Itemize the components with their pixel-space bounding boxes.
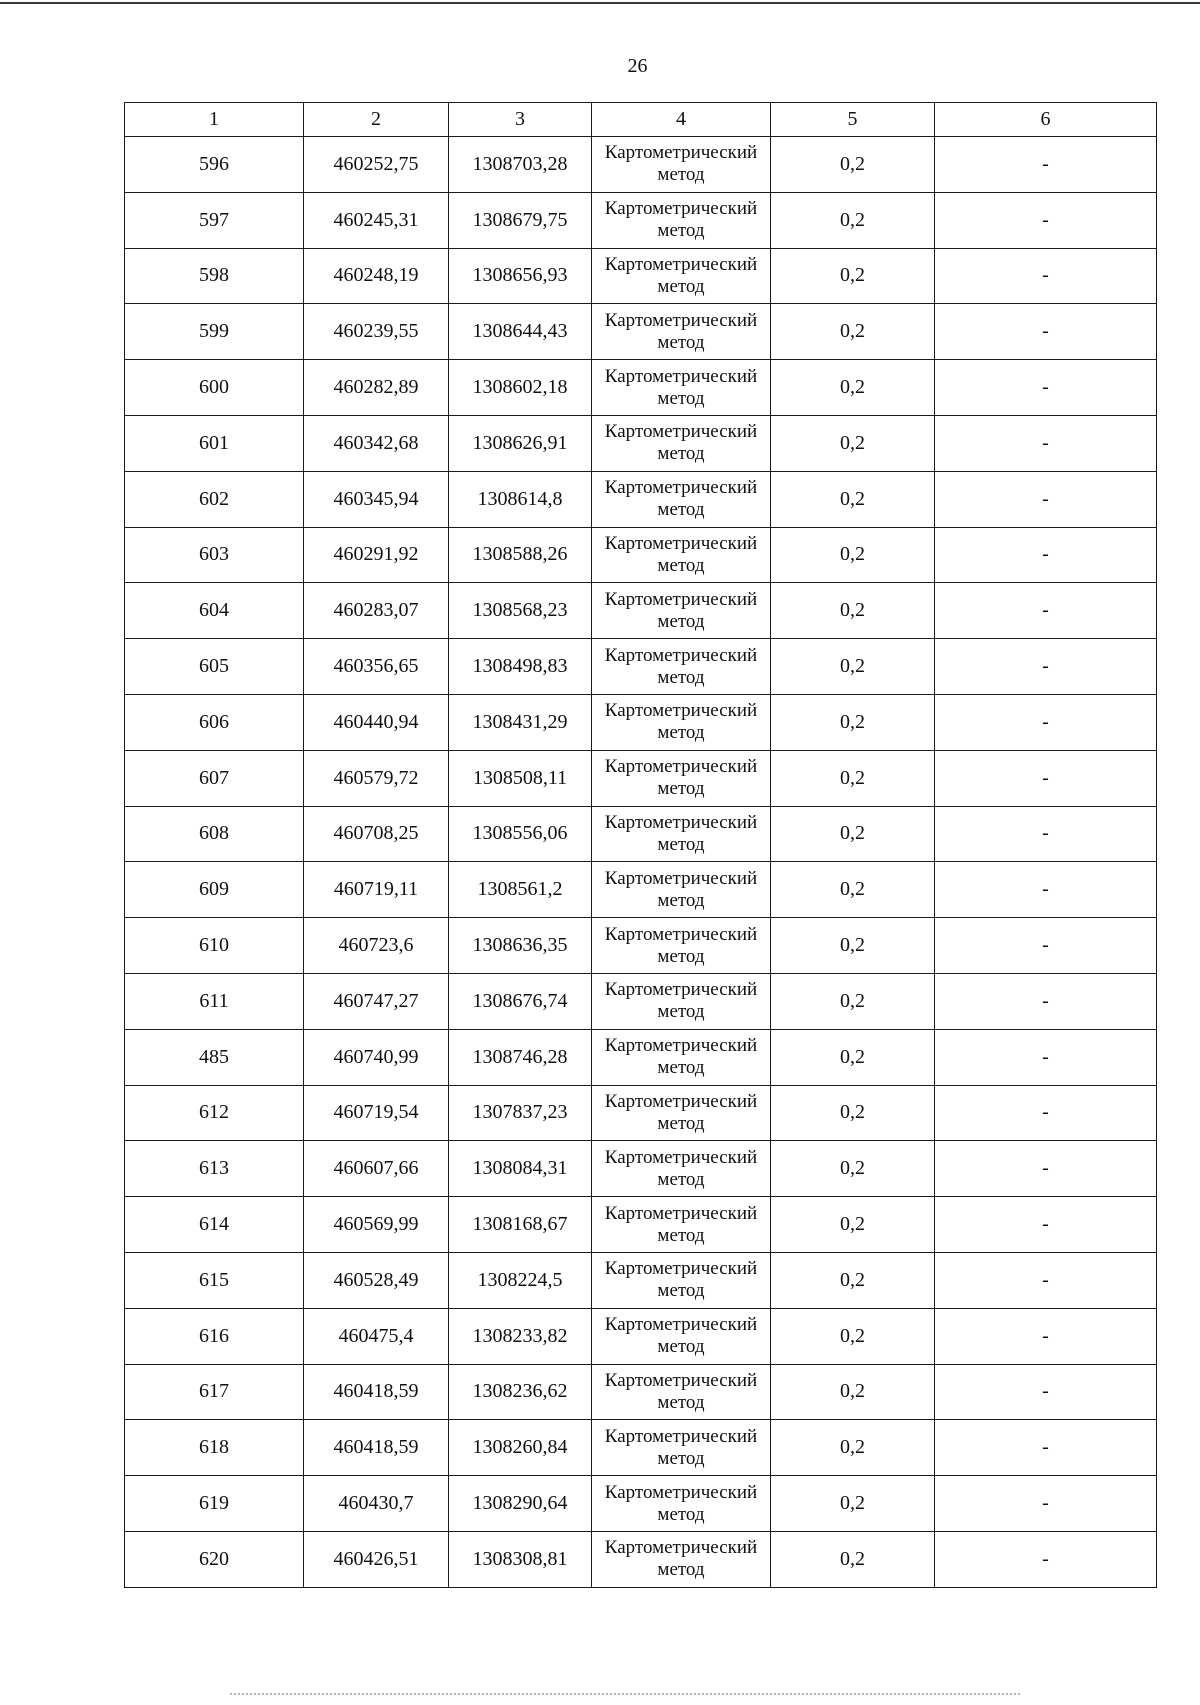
accuracy-cell: 0,2 bbox=[771, 415, 935, 471]
note-cell: - bbox=[935, 1364, 1157, 1420]
table-row bbox=[125, 639, 1157, 695]
accuracy-cell: 0,2 bbox=[771, 192, 935, 248]
method-text: Картометрический bbox=[604, 1481, 758, 1503]
method-text: метод bbox=[657, 1503, 705, 1525]
header-row bbox=[125, 103, 1157, 137]
method-text: метод bbox=[657, 610, 705, 632]
method-text: метод bbox=[657, 945, 705, 967]
note-cell: - bbox=[935, 1197, 1157, 1253]
y-coordinate-cell: 1308308,81 bbox=[449, 1531, 592, 1587]
y-coordinate-cell: 1308084,31 bbox=[449, 1141, 592, 1197]
point-number-cell: 598 bbox=[125, 248, 304, 304]
column-header-3: 3 bbox=[449, 103, 592, 137]
accuracy-cell: 0,2 bbox=[771, 639, 935, 695]
method-cell bbox=[592, 304, 771, 360]
method-text: Картометрический bbox=[604, 979, 758, 1001]
method-text: метод bbox=[657, 1447, 705, 1469]
column-header-4: 4 bbox=[592, 103, 771, 137]
accuracy-cell: 0,2 bbox=[771, 304, 935, 360]
method-cell bbox=[592, 639, 771, 695]
x-coordinate-cell: 460719,11 bbox=[304, 862, 449, 918]
table-row bbox=[125, 415, 1157, 471]
note-cell: - bbox=[935, 1531, 1157, 1587]
method-text: метод bbox=[657, 443, 705, 465]
method-text: метод bbox=[657, 164, 705, 186]
y-coordinate-cell: 1308626,91 bbox=[449, 415, 592, 471]
table-row bbox=[125, 694, 1157, 750]
note-cell: - bbox=[935, 862, 1157, 918]
method-cell bbox=[592, 1141, 771, 1197]
table-row bbox=[125, 304, 1157, 360]
method-text: Картометрический bbox=[604, 532, 758, 554]
point-number-cell: 607 bbox=[125, 750, 304, 806]
x-coordinate-cell: 460569,99 bbox=[304, 1197, 449, 1253]
method-text: Картометрический bbox=[604, 1314, 758, 1336]
method-text: метод bbox=[657, 554, 705, 576]
y-coordinate-cell: 1308290,64 bbox=[449, 1476, 592, 1532]
method-cell bbox=[592, 1029, 771, 1085]
table-row bbox=[125, 192, 1157, 248]
table-row bbox=[125, 1420, 1157, 1476]
method-cell bbox=[592, 1476, 771, 1532]
x-coordinate-cell: 460245,31 bbox=[304, 192, 449, 248]
method-text: метод bbox=[657, 889, 705, 911]
y-coordinate-cell: 1308636,35 bbox=[449, 918, 592, 974]
accuracy-cell: 0,2 bbox=[771, 918, 935, 974]
point-number-cell: 620 bbox=[125, 1531, 304, 1587]
point-number-cell: 600 bbox=[125, 360, 304, 416]
point-number-cell: 606 bbox=[125, 694, 304, 750]
method-text: метод bbox=[657, 1001, 705, 1023]
x-coordinate-cell: 460252,75 bbox=[304, 137, 449, 193]
accuracy-cell: 0,2 bbox=[771, 1420, 935, 1476]
method-cell bbox=[592, 918, 771, 974]
note-cell: - bbox=[935, 1085, 1157, 1141]
note-cell: - bbox=[935, 973, 1157, 1029]
point-number-cell: 605 bbox=[125, 639, 304, 695]
method-text: метод bbox=[657, 1168, 705, 1190]
table-row bbox=[125, 1197, 1157, 1253]
x-coordinate-cell: 460723,6 bbox=[304, 918, 449, 974]
x-coordinate-cell: 460418,59 bbox=[304, 1420, 449, 1476]
method-text: метод bbox=[657, 1280, 705, 1302]
method-text: метод bbox=[657, 666, 705, 688]
y-coordinate-cell: 1308233,82 bbox=[449, 1308, 592, 1364]
note-cell: - bbox=[935, 806, 1157, 862]
y-coordinate-cell: 1308746,28 bbox=[449, 1029, 592, 1085]
x-coordinate-cell: 460418,59 bbox=[304, 1364, 449, 1420]
point-number-cell: 604 bbox=[125, 583, 304, 639]
note-cell: - bbox=[935, 1252, 1157, 1308]
note-cell: - bbox=[935, 1029, 1157, 1085]
method-text: Картометрический bbox=[604, 309, 758, 331]
method-cell bbox=[592, 750, 771, 806]
accuracy-cell: 0,2 bbox=[771, 1085, 935, 1141]
x-coordinate-cell: 460440,94 bbox=[304, 694, 449, 750]
note-cell: - bbox=[935, 527, 1157, 583]
method-text: Картометрический bbox=[604, 923, 758, 945]
table-row bbox=[125, 918, 1157, 974]
x-coordinate-cell: 460579,72 bbox=[304, 750, 449, 806]
method-text: Картометрический bbox=[604, 1202, 758, 1224]
x-coordinate-cell: 460528,49 bbox=[304, 1252, 449, 1308]
x-coordinate-cell: 460430,7 bbox=[304, 1476, 449, 1532]
method-text: Картометрический bbox=[604, 1425, 758, 1447]
method-text: метод bbox=[657, 1057, 705, 1079]
accuracy-cell: 0,2 bbox=[771, 973, 935, 1029]
accuracy-cell: 0,2 bbox=[771, 1476, 935, 1532]
method-text: Картометрический bbox=[604, 1369, 758, 1391]
y-coordinate-cell: 1308679,75 bbox=[449, 192, 592, 248]
table-row bbox=[125, 1141, 1157, 1197]
method-text: метод bbox=[657, 331, 705, 353]
point-number-cell: 603 bbox=[125, 527, 304, 583]
point-number-cell: 611 bbox=[125, 973, 304, 1029]
accuracy-cell: 0,2 bbox=[771, 583, 935, 639]
point-number-cell: 614 bbox=[125, 1197, 304, 1253]
point-number-cell: 602 bbox=[125, 471, 304, 527]
y-coordinate-cell: 1308431,29 bbox=[449, 694, 592, 750]
column-header-2: 2 bbox=[304, 103, 449, 137]
table-row bbox=[125, 471, 1157, 527]
method-text: метод bbox=[657, 722, 705, 744]
method-cell bbox=[592, 1085, 771, 1141]
point-number-cell: 596 bbox=[125, 137, 304, 193]
point-number-cell: 612 bbox=[125, 1085, 304, 1141]
method-text: Картометрический bbox=[604, 1090, 758, 1112]
accuracy-cell: 0,2 bbox=[771, 1252, 935, 1308]
y-coordinate-cell: 1308644,43 bbox=[449, 304, 592, 360]
method-cell bbox=[592, 1531, 771, 1587]
accuracy-cell: 0,2 bbox=[771, 1029, 935, 1085]
note-cell: - bbox=[935, 750, 1157, 806]
method-cell bbox=[592, 1197, 771, 1253]
y-coordinate-cell: 1308588,26 bbox=[449, 527, 592, 583]
table-row bbox=[125, 527, 1157, 583]
method-text: Картометрический bbox=[604, 811, 758, 833]
note-cell: - bbox=[935, 248, 1157, 304]
y-coordinate-cell: 1308260,84 bbox=[449, 1420, 592, 1476]
point-number-cell: 599 bbox=[125, 304, 304, 360]
table-row bbox=[125, 1531, 1157, 1587]
accuracy-cell: 0,2 bbox=[771, 1141, 935, 1197]
method-text: метод bbox=[657, 1112, 705, 1134]
table-body bbox=[125, 137, 1157, 1588]
method-text: Картометрический bbox=[604, 700, 758, 722]
note-cell: - bbox=[935, 360, 1157, 416]
y-coordinate-cell: 1308703,28 bbox=[449, 137, 592, 193]
method-text: метод bbox=[657, 1224, 705, 1246]
table-row bbox=[125, 360, 1157, 416]
method-text: Картометрический bbox=[604, 142, 758, 164]
x-coordinate-cell: 460475,4 bbox=[304, 1308, 449, 1364]
method-text: метод bbox=[657, 220, 705, 242]
x-coordinate-cell: 460239,55 bbox=[304, 304, 449, 360]
table-row bbox=[125, 862, 1157, 918]
y-coordinate-cell: 1308676,74 bbox=[449, 973, 592, 1029]
method-cell bbox=[592, 1252, 771, 1308]
y-coordinate-cell: 1308508,11 bbox=[449, 750, 592, 806]
accuracy-cell: 0,2 bbox=[771, 1308, 935, 1364]
note-cell: - bbox=[935, 304, 1157, 360]
y-coordinate-cell: 1308568,23 bbox=[449, 583, 592, 639]
accuracy-cell: 0,2 bbox=[771, 360, 935, 416]
note-cell: - bbox=[935, 918, 1157, 974]
column-header-6: 6 bbox=[935, 103, 1157, 137]
table-row bbox=[125, 583, 1157, 639]
point-number-cell: 616 bbox=[125, 1308, 304, 1364]
y-coordinate-cell: 1308556,06 bbox=[449, 806, 592, 862]
x-coordinate-cell: 460740,99 bbox=[304, 1029, 449, 1085]
x-coordinate-cell: 460342,68 bbox=[304, 415, 449, 471]
method-text: Картометрический bbox=[604, 198, 758, 220]
accuracy-cell: 0,2 bbox=[771, 471, 935, 527]
accuracy-cell: 0,2 bbox=[771, 750, 935, 806]
x-coordinate-cell: 460345,94 bbox=[304, 471, 449, 527]
accuracy-cell: 0,2 bbox=[771, 527, 935, 583]
method-text: Картометрический bbox=[604, 477, 758, 499]
method-cell bbox=[592, 360, 771, 416]
method-text: Картометрический bbox=[604, 1146, 758, 1168]
method-text: метод bbox=[657, 499, 705, 521]
method-cell bbox=[592, 137, 771, 193]
x-coordinate-cell: 460747,27 bbox=[304, 973, 449, 1029]
y-coordinate-cell: 1307837,23 bbox=[449, 1085, 592, 1141]
column-header-1: 1 bbox=[125, 103, 304, 137]
point-number-cell: 619 bbox=[125, 1476, 304, 1532]
x-coordinate-cell: 460607,66 bbox=[304, 1141, 449, 1197]
table-row bbox=[125, 806, 1157, 862]
accuracy-cell: 0,2 bbox=[771, 1197, 935, 1253]
method-text: Картометрический bbox=[604, 421, 758, 443]
note-cell: - bbox=[935, 1308, 1157, 1364]
method-text: метод bbox=[657, 275, 705, 297]
point-number-cell: 615 bbox=[125, 1252, 304, 1308]
method-text: Картометрический bbox=[604, 644, 758, 666]
point-number-cell: 617 bbox=[125, 1364, 304, 1420]
y-coordinate-cell: 1308224,5 bbox=[449, 1252, 592, 1308]
note-cell: - bbox=[935, 1420, 1157, 1476]
point-number-cell: 485 bbox=[125, 1029, 304, 1085]
y-coordinate-cell: 1308236,62 bbox=[449, 1364, 592, 1420]
table-row bbox=[125, 1029, 1157, 1085]
point-number-cell: 610 bbox=[125, 918, 304, 974]
table-row bbox=[125, 1364, 1157, 1420]
point-number-cell: 601 bbox=[125, 415, 304, 471]
table-row bbox=[125, 1085, 1157, 1141]
table-row bbox=[125, 137, 1157, 193]
method-cell bbox=[592, 248, 771, 304]
accuracy-cell: 0,2 bbox=[771, 248, 935, 304]
accuracy-cell: 0,2 bbox=[771, 1531, 935, 1587]
method-text: Картометрический bbox=[604, 1258, 758, 1280]
top-border-line bbox=[0, 2, 1200, 4]
x-coordinate-cell: 460356,65 bbox=[304, 639, 449, 695]
table-row bbox=[125, 248, 1157, 304]
method-cell bbox=[592, 694, 771, 750]
note-cell: - bbox=[935, 471, 1157, 527]
note-cell: - bbox=[935, 415, 1157, 471]
note-cell: - bbox=[935, 583, 1157, 639]
table-row bbox=[125, 973, 1157, 1029]
x-coordinate-cell: 460426,51 bbox=[304, 1531, 449, 1587]
method-text: Картометрический bbox=[604, 867, 758, 889]
accuracy-cell: 0,2 bbox=[771, 806, 935, 862]
table-row bbox=[125, 1476, 1157, 1532]
point-number-cell: 618 bbox=[125, 1420, 304, 1476]
method-cell bbox=[592, 415, 771, 471]
note-cell: - bbox=[935, 1141, 1157, 1197]
table-row bbox=[125, 1308, 1157, 1364]
method-text: метод bbox=[657, 833, 705, 855]
method-cell bbox=[592, 806, 771, 862]
table-row bbox=[125, 1252, 1157, 1308]
method-cell bbox=[592, 862, 771, 918]
y-coordinate-cell: 1308602,18 bbox=[449, 360, 592, 416]
x-coordinate-cell: 460283,07 bbox=[304, 583, 449, 639]
method-text: метод bbox=[657, 1391, 705, 1413]
x-coordinate-cell: 460291,92 bbox=[304, 527, 449, 583]
table-row bbox=[125, 750, 1157, 806]
method-text: Картометрический bbox=[604, 253, 758, 275]
method-text: метод bbox=[657, 778, 705, 800]
x-coordinate-cell: 460248,19 bbox=[304, 248, 449, 304]
method-text: метод bbox=[657, 387, 705, 409]
method-cell bbox=[592, 583, 771, 639]
coordinates-table bbox=[124, 102, 1157, 1588]
method-cell bbox=[592, 471, 771, 527]
method-text: Картометрический bbox=[604, 1537, 758, 1559]
scan-edge-marks bbox=[230, 1693, 1020, 1698]
method-cell bbox=[592, 1308, 771, 1364]
table-header bbox=[125, 103, 1157, 137]
y-coordinate-cell: 1308168,67 bbox=[449, 1197, 592, 1253]
page-number: 26 bbox=[627, 55, 648, 77]
note-cell: - bbox=[935, 694, 1157, 750]
method-text: метод bbox=[657, 1336, 705, 1358]
point-number-cell: 608 bbox=[125, 806, 304, 862]
y-coordinate-cell: 1308498,83 bbox=[449, 639, 592, 695]
column-header-5: 5 bbox=[771, 103, 935, 137]
accuracy-cell: 0,2 bbox=[771, 137, 935, 193]
method-text: Картометрический bbox=[604, 588, 758, 610]
accuracy-cell: 0,2 bbox=[771, 694, 935, 750]
method-text: Картометрический bbox=[604, 365, 758, 387]
method-cell bbox=[592, 1420, 771, 1476]
y-coordinate-cell: 1308614,8 bbox=[449, 471, 592, 527]
method-cell bbox=[592, 1364, 771, 1420]
accuracy-cell: 0,2 bbox=[771, 1364, 935, 1420]
method-text: метод bbox=[657, 1559, 705, 1581]
x-coordinate-cell: 460708,25 bbox=[304, 806, 449, 862]
note-cell: - bbox=[935, 639, 1157, 695]
method-text: Картометрический bbox=[604, 756, 758, 778]
method-cell bbox=[592, 192, 771, 248]
method-text: Картометрический bbox=[604, 1035, 758, 1057]
x-coordinate-cell: 460719,54 bbox=[304, 1085, 449, 1141]
method-cell bbox=[592, 973, 771, 1029]
method-cell bbox=[592, 527, 771, 583]
note-cell: - bbox=[935, 137, 1157, 193]
point-number-cell: 613 bbox=[125, 1141, 304, 1197]
note-cell: - bbox=[935, 192, 1157, 248]
point-number-cell: 597 bbox=[125, 192, 304, 248]
point-number-cell: 609 bbox=[125, 862, 304, 918]
note-cell: - bbox=[935, 1476, 1157, 1532]
accuracy-cell: 0,2 bbox=[771, 862, 935, 918]
x-coordinate-cell: 460282,89 bbox=[304, 360, 449, 416]
y-coordinate-cell: 1308561,2 bbox=[449, 862, 592, 918]
y-coordinate-cell: 1308656,93 bbox=[449, 248, 592, 304]
